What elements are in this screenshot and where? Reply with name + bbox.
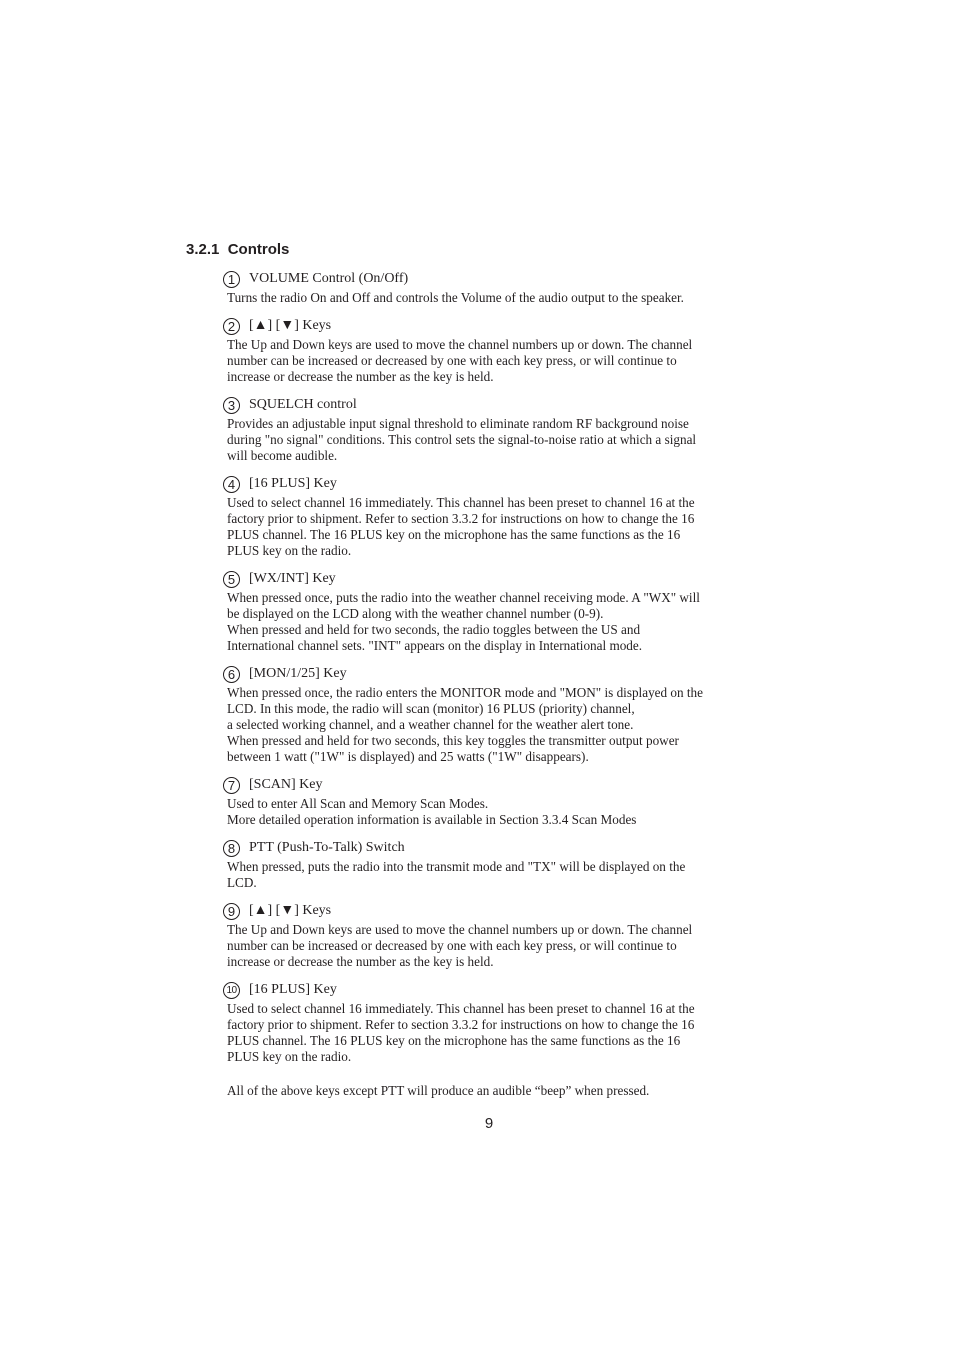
description-line: More detailed operation information is available in Section 3.3.4 Scan Modes — [227, 812, 637, 827]
circled-number: 10 — [223, 982, 240, 999]
control-item-label: [WX/INT] Key — [249, 571, 336, 586]
control-item-heading — [222, 663, 754, 685]
description-line: PLUS key on the radio. — [227, 543, 352, 558]
description-line: number can be increased or decreased by one with each key press, or will continue to — [227, 353, 677, 368]
control-item — [222, 394, 754, 464]
control-item-label: SQUELCH control — [249, 397, 357, 412]
circled-number: 7 — [223, 777, 240, 794]
description-line: When pressed and held for two seconds, the radio toggles between the US and — [227, 622, 641, 637]
control-item — [222, 979, 754, 1065]
description-line: When pressed once, the radio enters the MONITOR mode and "MON" is displayed on the — [227, 685, 704, 700]
control-item-label: PTT (Push-To-Talk) Switch — [249, 840, 405, 855]
description-line: PLUS key on the radio. — [227, 1049, 352, 1064]
control-item-heading — [222, 568, 754, 590]
circled-number: 2 — [223, 318, 240, 335]
page-number: 9 — [484, 1115, 494, 1132]
control-item-label: [▲] [▼] Keys — [249, 318, 332, 333]
control-item-heading — [222, 315, 754, 337]
control-item — [222, 268, 754, 306]
description-line: factory prior to shipment. Refer to section 3.3.2 for instructions on how to change the 16 — [227, 511, 695, 526]
description-line: increase or decrease the number as the key is held. — [227, 369, 494, 384]
description-line: When pressed and held for two seconds, this key toggles the transmitter output power — [227, 733, 679, 748]
description-line: The Up and Down keys are used to move the channel numbers up or down. The channel — [227, 337, 693, 352]
description-line: increase or decrease the number as the key is held. — [227, 954, 494, 969]
description-line: When pressed, puts the radio into the transmit mode and "TX" will be displayed on the — [227, 859, 686, 874]
description-line: will become audible. — [227, 448, 338, 463]
description-line: during "no signal" conditions. This control sets the signal-to-noise ratio at which a signal — [227, 432, 697, 447]
circled-number: 5 — [223, 571, 240, 588]
control-item-description — [227, 922, 754, 970]
control-item-description — [227, 590, 754, 654]
control-item — [222, 837, 754, 891]
control-item-heading — [222, 268, 754, 290]
control-item — [222, 473, 754, 559]
circled-number: 9 — [223, 903, 240, 920]
description-line: be displayed on the LCD along with the weather channel number (0-9). — [227, 606, 604, 621]
control-item — [222, 774, 754, 828]
control-item-heading — [222, 979, 754, 1001]
control-item-heading — [222, 473, 754, 495]
circled-number: 6 — [223, 666, 240, 683]
control-item-description — [227, 796, 754, 828]
description-line: International channel sets. "INT" appears on the display in International mode. — [227, 638, 643, 653]
description-line: between 1 watt ("1W" is displayed) and 25 watts ("1W" disappears). — [227, 749, 589, 764]
description-line: Turns the radio On and Off and controls the Volume of the audio output to the speaker. — [227, 290, 684, 305]
control-item — [222, 568, 754, 654]
description-line: factory prior to shipment. Refer to section 3.3.2 for instructions on how to change the 16 — [227, 1017, 695, 1032]
control-item-description — [227, 495, 754, 559]
control-item-label: [▲] [▼] Keys — [249, 903, 332, 918]
control-item — [222, 900, 754, 970]
section-title: Controls — [227, 241, 290, 258]
control-item-label: VOLUME Control (On/Off) — [249, 271, 409, 286]
section-number: 3.2.1 — [186, 241, 220, 258]
description-line: LCD. In this mode, the radio will scan (monitor) 16 PLUS (priority) channel, — [227, 701, 635, 716]
control-item-description — [227, 290, 754, 306]
circled-number: 4 — [223, 476, 240, 493]
controls-list — [222, 268, 754, 1099]
control-item — [222, 663, 754, 765]
control-item-description — [227, 416, 754, 464]
control-item — [222, 315, 754, 385]
description-line: PLUS channel. The 16 PLUS key on the microphone has the same functions as the 16 — [227, 527, 681, 542]
control-item-heading — [222, 394, 754, 416]
circled-number: 8 — [223, 840, 240, 857]
control-item-label: [16 PLUS] Key — [249, 982, 337, 997]
description-line: The Up and Down keys are used to move the channel numbers up or down. The channel — [227, 922, 693, 937]
description-line: When pressed once, puts the radio into the weather channel receiving mode. A "WX" will — [227, 590, 700, 605]
control-item-description — [227, 859, 754, 891]
description-line: a selected working channel, and a weather channel for the weather alert tone. — [227, 717, 634, 732]
control-item-heading — [222, 837, 754, 859]
footer-note: All of the above keys except PTT will produce an audible “beep” when pressed. — [227, 1083, 650, 1098]
description-line: LCD. — [227, 875, 257, 890]
control-item-heading — [222, 774, 754, 796]
description-line: Used to enter All Scan and Memory Scan Modes. — [227, 796, 489, 811]
description-line: Provides an adjustable input signal threshold to eliminate random RF background noise — [227, 416, 689, 431]
description-line: PLUS channel. The 16 PLUS key on the microphone has the same functions as the 16 — [227, 1033, 681, 1048]
control-item-description — [227, 337, 754, 385]
control-item-label: [SCAN] Key — [249, 777, 323, 792]
circled-number: 1 — [223, 271, 240, 288]
control-item-heading — [222, 900, 754, 922]
control-item-description — [227, 1001, 754, 1065]
description-line: Used to select channel 16 immediately. This channel has been preset to channel 16 at the — [227, 1001, 695, 1016]
control-item-description — [227, 685, 754, 765]
description-line: number can be increased or decreased by one with each key press, or will continue to — [227, 938, 677, 953]
description-line: Used to select channel 16 immediately. This channel has been preset to channel 16 at the — [227, 495, 695, 510]
section-heading — [186, 241, 289, 258]
control-item-label: [16 PLUS] Key — [249, 476, 337, 491]
control-item-label: [MON/1/25] Key — [249, 666, 347, 681]
circled-number: 3 — [223, 397, 240, 414]
